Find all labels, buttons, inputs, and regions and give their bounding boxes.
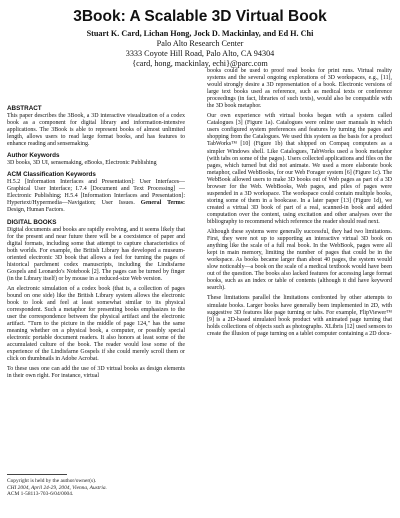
left-column: [7, 101, 185, 384]
body-paragraph: books could be used to proof read books for print runs. Virtual reality systems and the several ongoing explorations of 3D workspaces, e.g., [11], would strongly desire a 3D representation of a book. Electronic versions of large text books used as reference, such as medical texts or conference proceedings (in fact, libraries of such texts), would also be compatible with the 3D book metaphor.: [207, 68, 392, 110]
footnote-copyright: Copyright is held by the author/owner(s).: [7, 478, 97, 484]
body-paragraph: An electronic simulation of a codex book (that is, a collection of pages bound on one side) like the British Library system allows the electronic book to look and feel at least somewhat similar to its physical correspondent. Such a metaphor for presenting books emphasizes to the user the correspondence between the physical artifact and the electronic artifact. "Turn to the picture in the middle of page 124," has the same meaning whether on a physical book, a computer, or possibly special electronic portable document readers. It also honors at least some of the accumulated culture of the book. The reader would lose some of the experience of the Lindisfarne Gospels if she could merely scroll them or click on thumbnails in Adobe Acrobat.: [7, 285, 185, 363]
body-paragraph: These limitations parallel the limitations confronted by other attempts to simulate books. Larger books have generally been implemented in 2D, with suggestive 3D features like page turning or tabs. For example, FlipViewer™ [9] is a 2D-based simulated book product with animated page turning that holds collections of objects such as photographs. XLibris [12] used sensors to create the illusion of page turning on a tablet computer containing a 2D docu-: [207, 295, 392, 337]
footnote-rule: [7, 474, 67, 475]
general-terms-label: General Terms:: [140, 200, 185, 207]
acm-text: H.5.2 [Information Interfaces and Presentation]: User Interfaces—Graphical User Interface; I.7.4 [Document and Text Processing] —Electronic Publishing; H.5.4 [Information Interfaces and Presentation]: Hypertext/Hypermedia—Navigation; User Issues.: [7, 179, 185, 207]
right-column: [207, 68, 392, 341]
affiliation-org: Palo Alto Research Center: [156, 39, 244, 48]
paper-title: 3Book: A Scalable 3D Virtual Book: [73, 8, 327, 25]
body-paragraph: Our own experience with virtual books began with a system called Catalogues [3] (Figure 1a). Catalogues were online user manuals in which users configured system preferences and features by turning the pages and shopping from the Catalogues. We used this system as the basis for a product TabWorks™ [10] (Figure 1b) that shipped on Compaq computers as a simpler Windows shell. Like Catalogues, TabWorks used a book metaphor (with tabs on some of the pages). Users collected applications and files on the pages, which turned but did not animate. We used a more elaborate book metaphor, called WebBooks, for our Web Forager system [6] (Figure 1c). The WebBook allowed users to make 3D books out of Web pages as part of a 3D browser for the Web. WebBooks, Web pages, and piles of pages were suspended in a 3D workspace. The workspace could contain multiple books, storing some of them in a bookcase. In a later paper [13] (Figure 1d), we created a virtual 3D book of part of a real, scanned-in book and added computation over the content, using excitation and other analyses over the bibliography to recommend which reference the reader should read next.: [207, 113, 392, 225]
author-list: Stuart K. Card, Lichan Hong, Jock D. Mackinlay, and Ed H. Chi: [86, 29, 314, 38]
affiliation-address: 3333 Coyote Hill Road, Palo Alto, CA 94304: [125, 49, 275, 58]
digital-books-heading: DIGITAL BOOKS: [7, 218, 57, 226]
affiliation-emails: {card, hong, mackinlay, echi}@parc.com: [132, 59, 268, 68]
abstract-heading: ABSTRACT: [7, 105, 42, 112]
copyright-footnote: [7, 474, 185, 498]
acm-classification: [7, 179, 185, 214]
abstract-text: This paper describes the 3Book, a 3D interactive visualization of a codex book as a component for digital library and information-intensive applications. The 3Book is able to represent books of almost unlimited length, allows users to read large format books, and has features to enhance reading and sensemaking.: [7, 113, 185, 148]
keywords-heading: Author Keywords: [7, 152, 60, 160]
keywords-text: 3D books, 3D UI, sensemaking, eBooks, Electronic Publishing: [7, 160, 157, 167]
paper-header: [0, 7, 400, 69]
body-paragraph: To these uses one can add the use of 3D virtual books as design elements in their own right. For instance, virtual: [7, 366, 185, 380]
footnote-acm-id: ACM 1-58113-703-6/04/0004.: [7, 491, 74, 498]
acm-heading: ACM Classification Keywords: [7, 171, 96, 179]
general-terms-text: Design, Human Factors.: [7, 207, 65, 214]
body-paragraph: Digital documents and books are rapidly evolving, and it seems likely that for the present and near future there will be a coexistence of paper and digital formats, including some that attempt to capture characteristics of both worlds. For example, the British Library has developed a museum-oriented electronic 3D book that allows a feel for turning the pages of historical parchment codex manuscripts, including the Lindisfarne Gospels and Leonardo's Notebook [2]. The pages can be turned by finger (in the Library itself) or by mouse in a reduced-size Web version.: [7, 226, 185, 282]
body-paragraph: Although these systems were generally successful, they had two limitations. First, they were not up to supporting an interactive virtual 3D book on anything like the scale of a full real book. In the WebBook, pages were all kept in main memory, limiting the number of pages that could be in the workspace. As books became larger than about 40 pages, the system would slow noticeably—a book on the scale of a medical textbook would have been out of the question. The books also lacked features for accessing large format books, such as an index or table of contents (although it did have keyword search).: [207, 229, 392, 292]
footnote-conference: CHI 2004, April 24-29, 2004, Vienna, Austria.: [7, 484, 107, 491]
